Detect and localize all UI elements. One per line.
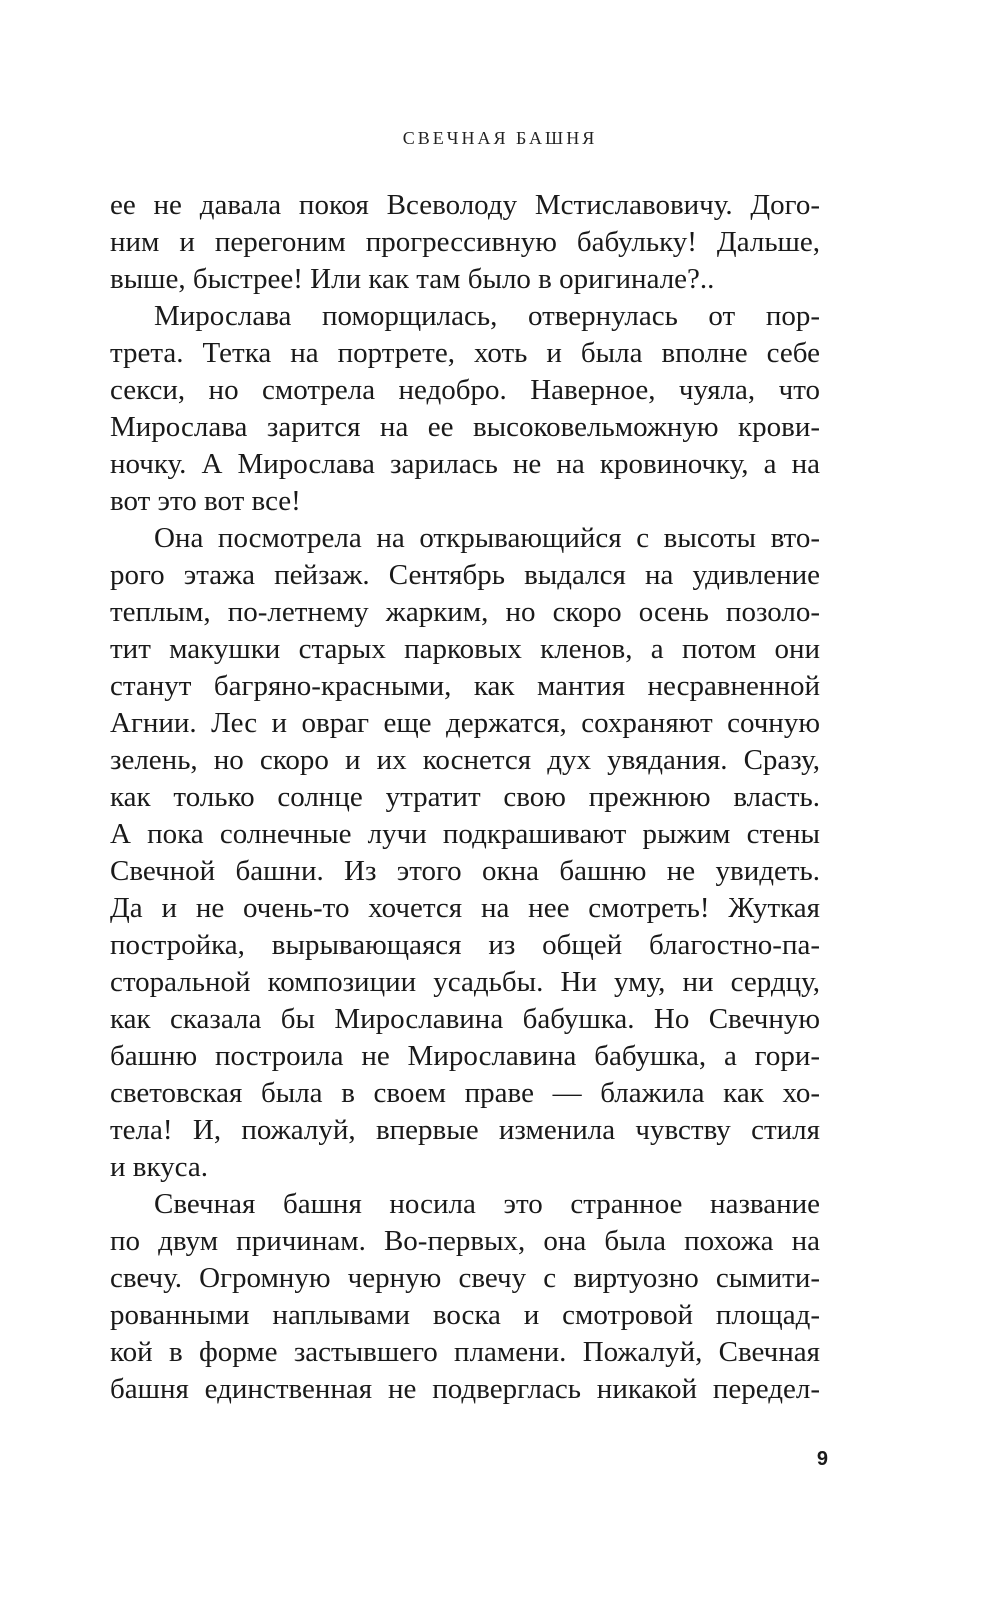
text-line: ним и перегоним прогрессивную бабульку! Дальше,: [110, 226, 820, 258]
text-line: тела! И, пожалуй, впервые изменила чувству стиля: [110, 1114, 820, 1146]
text-line: Агнии. Лес и овраг еще держатся, сохраняют сочную: [110, 707, 820, 739]
text-line: зелень, но скоро и их коснется дух увядания. Сразу,: [110, 744, 820, 776]
text-line: вот это вот все!: [110, 485, 301, 517]
text-line: как сказала бы Мирославина бабушка. Но Свечную: [110, 1003, 820, 1035]
text-line: Она посмотрела на открывающийся с высоты вто-: [154, 522, 820, 554]
text-line: как только солнце утратит свою прежнюю власть.: [110, 781, 820, 813]
text-line: ночку. А Мирослава зарилась не на кровиночку, а на: [110, 448, 820, 480]
body-text: [110, 187, 820, 1408]
text-line: ее не давала покоя Всеволоду Мстиславовичу. Дого-: [110, 189, 820, 221]
text-line: рого этажа пейзаж. Сентябрь выдался на удивление: [110, 559, 820, 591]
text-line: тит макушки старых парковых кленов, а потом они: [110, 633, 820, 665]
text-line: Свечная башня носила это странное название: [154, 1188, 820, 1220]
text-line: секси, но смотрела недобро. Наверное, чуяла, что: [110, 374, 820, 406]
text-line: А пока солнечные лучи подкрашивают рыжим стены: [110, 818, 820, 850]
text-line: Да и не очень-то хочется на нее смотреть! Жуткая: [110, 892, 820, 924]
text-line: свечу. Огромную черную свечу с виртуозно сымити-: [110, 1262, 820, 1294]
text-line: по двум причинам. Во-первых, она была похожа на: [110, 1225, 820, 1257]
text-line: Свечной башни. Из этого окна башню не увидеть.: [110, 855, 820, 887]
text-line: станут багряно-красными, как мантия несравненной: [110, 670, 820, 702]
text-line: теплым, по-летнему жарким, но скоро осень позоло-: [110, 596, 820, 628]
text-line: постройка, вырывающаяся из общей благостно-па-: [110, 929, 820, 961]
running-head: СВЕЧНАЯ БАШНЯ: [402, 128, 598, 148]
text-line: выше, быстрее! Или как там было в оригинале?..: [110, 263, 715, 295]
text-line: Мирослава зарится на ее высоковельможную крови-: [110, 411, 820, 443]
text-line: башня единственная не подверглась никакой передел-: [110, 1373, 820, 1405]
text-line: и вкуса.: [110, 1151, 208, 1183]
text-line: башню построила не Мирославина бабушка, а гори-: [110, 1040, 820, 1072]
page-number: 9: [816, 1448, 828, 1470]
text-line: световская была в своем праве — блажила как хо-: [110, 1077, 820, 1109]
text-line: трета. Тетка на портрете, хоть и была вполне себе: [110, 337, 820, 369]
text-line: рованными наплывами воска и смотровой площад-: [110, 1299, 820, 1331]
text-line: кой в форме застывшего пламени. Пожалуй, Свечная: [110, 1336, 820, 1368]
text-line: сторальной композиции усадьбы. Ни уму, ни сердцу,: [110, 966, 820, 998]
text-line: Мирослава поморщилась, отвернулась от пор-: [154, 300, 820, 332]
